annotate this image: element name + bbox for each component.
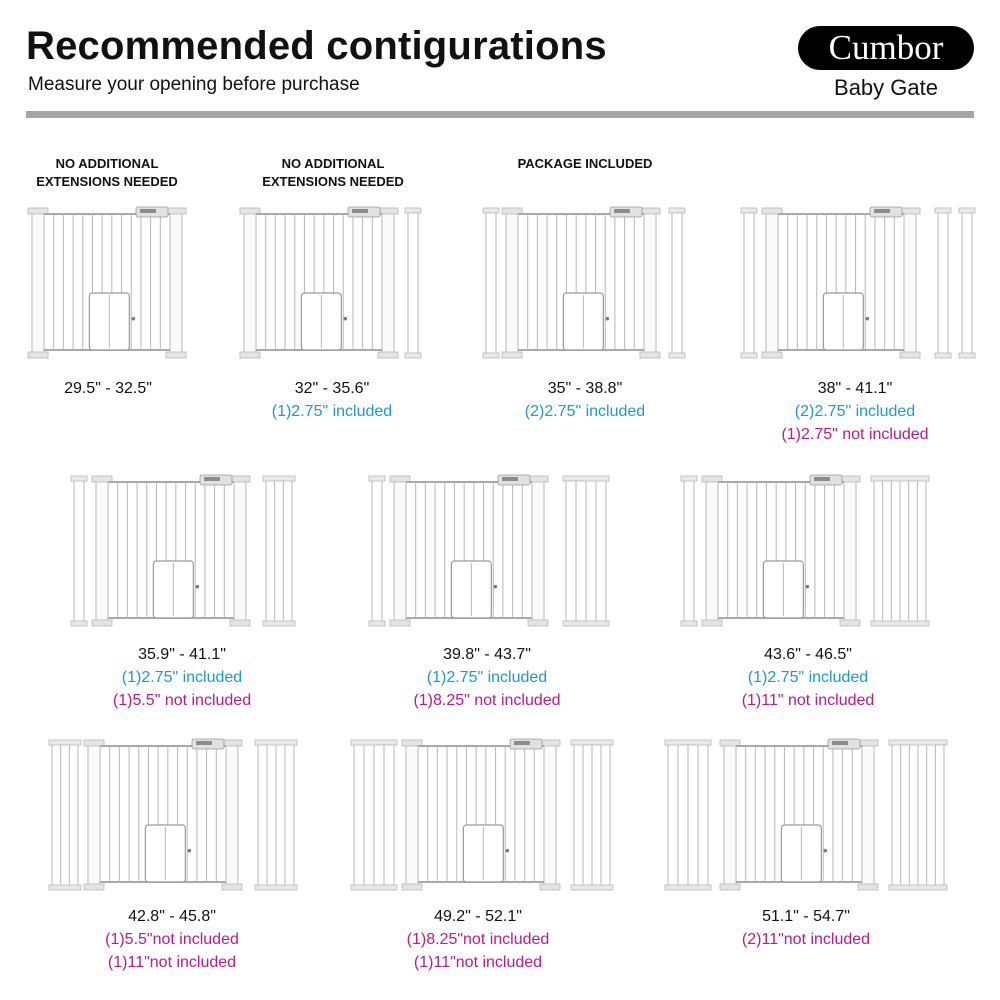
config-caption-5 [82,643,282,712]
config-size: 35.9" - 41.1" [138,646,226,663]
note-package-included: PACKAGE INCLUDED [517,156,653,171]
config-included: (2)2.75" included [524,403,646,420]
gate-figure-2 [236,204,426,362]
config-included: (1)2.75" included [121,669,243,686]
extension-panel [263,476,295,626]
config-not-included: (1)8.25"not included [406,931,550,948]
extension-panel [871,476,929,626]
gate-illustration [92,475,250,626]
extension-panel [741,208,757,358]
config-not-included: (1)5.5"not included [105,931,239,948]
config-size: 43.6" - 46.5" [764,646,852,663]
config-not-included: (1)11"not included [413,954,543,971]
page-title: Recommended contigurations [26,24,607,68]
note-no-extensions-1: NO ADDITIONAL EXTENSIONS NEEDED [36,156,178,189]
extension-panel [669,208,685,358]
config-caption-7 [706,643,910,712]
gate-illustration [240,207,398,358]
extension-panel [889,740,947,890]
gate-figure-1 [24,204,190,362]
extension-panel [665,740,711,890]
config-not-included: (1)11" not included [741,692,875,709]
gate-figure-5 [66,472,298,630]
extension-panel [563,476,609,626]
gate-illustration [502,207,660,358]
config-not-included: (1)11"not included [107,954,237,971]
extension-panel [255,740,297,890]
config-size: 38" - 41.1" [817,380,893,397]
config-size: 29.5" - 32.5" [64,380,152,397]
extension-panel [959,208,975,358]
extension-panel [681,476,697,626]
extension-panel [405,208,421,358]
gate-figure-7 [676,472,932,630]
extension-panel [571,740,613,890]
config-included: (1)2.75" included [747,669,869,686]
config-size: 35" - 38.8" [547,380,623,397]
gate-figure-9 [346,736,616,894]
config-size: 42.8" - 45.8" [128,908,216,925]
brand-product: Baby Gate [834,75,938,100]
config-not-included: (2)11"not included [741,931,871,948]
gate-figure-10 [660,736,954,894]
config-caption-1 [26,377,190,400]
gate-figure-6 [364,472,612,630]
config-not-included: (1)5.5" not included [112,692,252,709]
extension-panel [483,208,499,358]
brand-logo: Cumbor [798,26,974,70]
gate-illustration [402,739,560,890]
gate-illustration [390,475,548,626]
note-no-extensions-2: NO ADDITIONAL EXTENSIONS NEEDED [262,156,404,189]
config-included: (1)2.75" included [271,403,393,420]
config-size: 49.2" - 52.1" [434,908,522,925]
gate-illustration [702,475,860,626]
extension-panel [71,476,87,626]
config-size: 32" - 35.6" [294,380,370,397]
config-caption-10 [706,905,906,951]
page-subtitle: Measure your opening before purchase [28,74,360,95]
gate-illustration [762,207,920,358]
config-not-included: (1)2.75" not included [781,426,929,443]
extension-panel [351,740,397,890]
gate-illustration [28,207,186,358]
config-caption-6 [385,643,589,712]
extension-panel [369,476,385,626]
gate-illustration [720,739,878,890]
config-caption-2 [250,377,414,423]
extension-panel [935,208,951,358]
gate-illustration [84,739,242,890]
config-not-included: (1)8.25" not included [413,692,561,709]
config-size: 39.8" - 43.7" [443,646,531,663]
config-included: (2)2.75" included [794,403,916,420]
config-caption-3 [490,377,680,423]
config-caption-9 [378,905,578,974]
config-included: (1)2.75" included [426,669,548,686]
gate-figure-8 [44,736,298,894]
header-divider [26,111,974,118]
extension-panel [49,740,81,890]
gate-figure-4 [736,204,976,362]
config-caption-4 [755,377,955,446]
config-size: 51.1" - 54.7" [762,908,850,925]
config-caption-8 [72,905,272,974]
gate-figure-3 [476,204,692,362]
